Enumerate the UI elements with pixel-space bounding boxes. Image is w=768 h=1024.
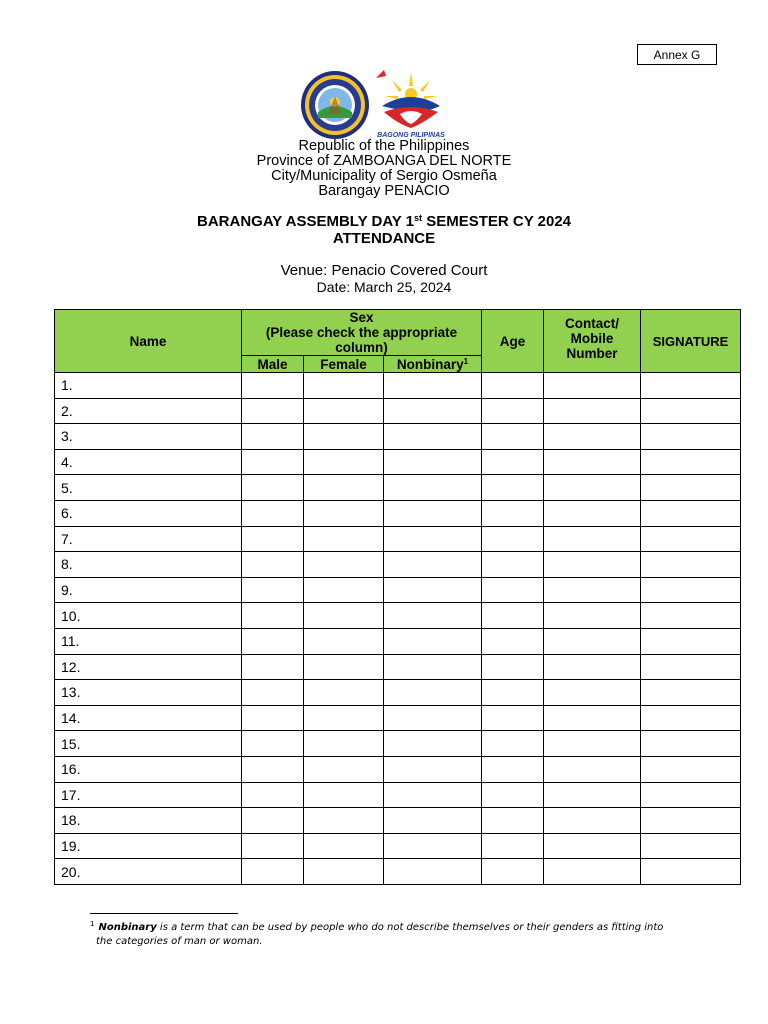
name-cell: 4. bbox=[55, 449, 242, 475]
male-cell[interactable] bbox=[242, 731, 304, 757]
signature-cell[interactable] bbox=[641, 552, 741, 578]
contact-cell[interactable] bbox=[544, 552, 641, 578]
name-cell: 9. bbox=[55, 577, 242, 603]
nonbinary-cell[interactable] bbox=[384, 833, 482, 859]
contact-cell[interactable] bbox=[544, 577, 641, 603]
contact-cell[interactable] bbox=[544, 782, 641, 808]
footnote-text2: the categories of man or woman. bbox=[96, 936, 263, 947]
name-cell: 20. bbox=[55, 859, 242, 885]
footnote-term: Nonbinary bbox=[98, 922, 157, 933]
male-cell[interactable] bbox=[242, 373, 304, 399]
signature-cell[interactable] bbox=[641, 833, 741, 859]
title-sup: st bbox=[414, 213, 423, 223]
nonbinary-cell[interactable] bbox=[384, 628, 482, 654]
name-cell: 16. bbox=[55, 756, 242, 782]
age-cell[interactable] bbox=[482, 705, 544, 731]
header-signature: SIGNATURE bbox=[641, 310, 741, 373]
name-cell: 2. bbox=[55, 398, 242, 424]
female-cell[interactable] bbox=[304, 654, 384, 680]
nonbinary-cell[interactable] bbox=[384, 756, 482, 782]
age-cell[interactable] bbox=[482, 680, 544, 706]
table-row bbox=[55, 398, 741, 424]
contact-cell[interactable] bbox=[544, 449, 641, 475]
signature-cell[interactable] bbox=[641, 373, 741, 399]
signature-cell[interactable] bbox=[641, 603, 741, 629]
signature-cell[interactable] bbox=[641, 859, 741, 885]
nonbinary-cell[interactable] bbox=[384, 782, 482, 808]
contact-cell[interactable] bbox=[544, 398, 641, 424]
header-municipality: City/Municipality of Sergio Osmeña bbox=[271, 168, 497, 184]
age-cell[interactable] bbox=[482, 552, 544, 578]
nonbinary-cell[interactable] bbox=[384, 500, 482, 526]
signature-cell[interactable] bbox=[641, 705, 741, 731]
signature-cell[interactable] bbox=[641, 500, 741, 526]
venue-text: Venue: Penacio Covered Court bbox=[280, 262, 488, 279]
barangay-seal-logo bbox=[300, 70, 370, 140]
signature-cell[interactable] bbox=[641, 680, 741, 706]
contact-cell[interactable] bbox=[544, 705, 641, 731]
nonbinary-cell[interactable] bbox=[384, 373, 482, 399]
nonbinary-cell[interactable] bbox=[384, 603, 482, 629]
signature-cell[interactable] bbox=[641, 449, 741, 475]
nonbinary-cell[interactable] bbox=[384, 449, 482, 475]
signature-cell[interactable] bbox=[641, 475, 741, 501]
age-cell[interactable] bbox=[482, 731, 544, 757]
contact-cell[interactable] bbox=[544, 731, 641, 757]
nonbinary-cell[interactable] bbox=[384, 577, 482, 603]
name-cell: 6. bbox=[55, 500, 242, 526]
female-cell[interactable] bbox=[304, 756, 384, 782]
male-cell[interactable] bbox=[242, 500, 304, 526]
female-cell[interactable] bbox=[304, 705, 384, 731]
nonbinary-cell[interactable] bbox=[384, 859, 482, 885]
female-cell[interactable] bbox=[304, 500, 384, 526]
header-age: Age bbox=[482, 310, 544, 373]
male-cell[interactable] bbox=[242, 782, 304, 808]
female-cell[interactable] bbox=[304, 628, 384, 654]
male-cell[interactable] bbox=[242, 680, 304, 706]
name-cell: 10. bbox=[55, 603, 242, 629]
contact-cell[interactable] bbox=[544, 603, 641, 629]
contact-cell[interactable] bbox=[544, 628, 641, 654]
age-cell[interactable] bbox=[482, 628, 544, 654]
header-sex-instruction: (Please check the appropriate column) bbox=[265, 325, 458, 355]
male-cell[interactable] bbox=[242, 577, 304, 603]
table-row bbox=[55, 475, 741, 501]
signature-cell[interactable] bbox=[641, 526, 741, 552]
female-cell[interactable] bbox=[304, 424, 384, 450]
table-row bbox=[55, 603, 741, 629]
contact-cell[interactable] bbox=[544, 526, 641, 552]
annex-label: Annex G bbox=[637, 44, 717, 65]
name-cell: 1. bbox=[55, 373, 242, 399]
table-row bbox=[55, 680, 741, 706]
male-cell[interactable] bbox=[242, 475, 304, 501]
table-row bbox=[55, 526, 741, 552]
name-cell: 3. bbox=[55, 424, 242, 450]
name-cell: 12. bbox=[55, 654, 242, 680]
footnote bbox=[90, 917, 690, 949]
age-cell[interactable] bbox=[482, 500, 544, 526]
title-part1: BARANGAY ASSEMBLY DAY 1 bbox=[197, 213, 415, 230]
contact-cell[interactable] bbox=[544, 808, 641, 834]
signature-cell[interactable] bbox=[641, 731, 741, 757]
nonbinary-cell[interactable] bbox=[384, 680, 482, 706]
contact-cell[interactable] bbox=[544, 475, 641, 501]
signature-cell[interactable] bbox=[641, 782, 741, 808]
female-cell[interactable] bbox=[304, 782, 384, 808]
female-cell[interactable] bbox=[304, 526, 384, 552]
attendance-table bbox=[54, 309, 741, 885]
header-sex-title: Sex bbox=[349, 310, 374, 325]
male-cell[interactable] bbox=[242, 526, 304, 552]
age-cell[interactable] bbox=[482, 577, 544, 603]
letterhead bbox=[0, 139, 768, 199]
nonbinary-cell[interactable] bbox=[384, 475, 482, 501]
female-cell[interactable] bbox=[304, 577, 384, 603]
contact-cell[interactable] bbox=[544, 373, 641, 399]
signature-cell[interactable] bbox=[641, 808, 741, 834]
name-cell: 5. bbox=[55, 475, 242, 501]
age-cell[interactable] bbox=[482, 808, 544, 834]
bagong-pilipinas-logo bbox=[372, 68, 450, 140]
contact-cell[interactable] bbox=[544, 680, 641, 706]
header-nonbinary bbox=[384, 356, 482, 373]
table-row bbox=[55, 577, 741, 603]
title-line2: ATTENDANCE bbox=[332, 230, 436, 247]
name-cell: 8. bbox=[55, 552, 242, 578]
title-part2: SEMESTER CY 2024 bbox=[422, 213, 571, 230]
header-barangay: Barangay PENACIO bbox=[318, 183, 450, 199]
name-cell: 18. bbox=[55, 808, 242, 834]
contact-cell[interactable] bbox=[544, 833, 641, 859]
name-cell: 7. bbox=[55, 526, 242, 552]
male-cell[interactable] bbox=[242, 398, 304, 424]
nonbinary-cell[interactable] bbox=[384, 654, 482, 680]
age-cell[interactable] bbox=[482, 373, 544, 399]
name-cell: 17. bbox=[55, 782, 242, 808]
header-female: Female bbox=[304, 356, 384, 373]
contact-cell[interactable] bbox=[544, 859, 641, 885]
footnote-ref: 1 bbox=[463, 356, 469, 366]
name-cell: 13. bbox=[55, 680, 242, 706]
female-cell[interactable] bbox=[304, 373, 384, 399]
header-male: Male bbox=[242, 356, 304, 373]
signature-cell[interactable] bbox=[641, 628, 741, 654]
header-sex bbox=[242, 310, 482, 356]
table-row bbox=[55, 424, 741, 450]
bagong-pilipinas-text: BAGONG PILIPINAS bbox=[377, 132, 445, 139]
table-row bbox=[55, 859, 741, 885]
document-title bbox=[0, 213, 768, 247]
name-cell: 19. bbox=[55, 833, 242, 859]
male-cell[interactable] bbox=[242, 808, 304, 834]
table-row bbox=[55, 373, 741, 399]
table-row bbox=[55, 552, 741, 578]
contact-cell[interactable] bbox=[544, 654, 641, 680]
male-cell[interactable] bbox=[242, 424, 304, 450]
female-cell[interactable] bbox=[304, 833, 384, 859]
female-cell[interactable] bbox=[304, 552, 384, 578]
female-cell[interactable] bbox=[304, 859, 384, 885]
name-cell: 14. bbox=[55, 705, 242, 731]
female-cell[interactable] bbox=[304, 680, 384, 706]
male-cell[interactable] bbox=[242, 705, 304, 731]
header-contact: Contact/ Mobile Number bbox=[544, 310, 641, 373]
age-cell[interactable] bbox=[482, 654, 544, 680]
footnote-separator bbox=[90, 913, 238, 914]
signature-cell[interactable] bbox=[641, 654, 741, 680]
age-cell[interactable] bbox=[482, 833, 544, 859]
male-cell[interactable] bbox=[242, 833, 304, 859]
table-row bbox=[55, 705, 741, 731]
male-cell[interactable] bbox=[242, 603, 304, 629]
nonbinary-cell[interactable] bbox=[384, 705, 482, 731]
nonbinary-cell[interactable] bbox=[384, 398, 482, 424]
name-cell: 15. bbox=[55, 731, 242, 757]
table-row bbox=[55, 782, 741, 808]
age-cell[interactable] bbox=[482, 424, 544, 450]
female-cell[interactable] bbox=[304, 398, 384, 424]
table-row bbox=[55, 808, 741, 834]
table-row bbox=[55, 628, 741, 654]
table-row bbox=[55, 500, 741, 526]
footnote-text1: is a term that can be used by people who do not describe themselves or their genders as fitting into bbox=[156, 922, 664, 933]
contact-cell[interactable] bbox=[544, 500, 641, 526]
female-cell[interactable] bbox=[304, 603, 384, 629]
female-cell[interactable] bbox=[304, 475, 384, 501]
male-cell[interactable] bbox=[242, 859, 304, 885]
signature-cell[interactable] bbox=[641, 424, 741, 450]
age-cell[interactable] bbox=[482, 756, 544, 782]
male-cell[interactable] bbox=[242, 552, 304, 578]
contact-cell[interactable] bbox=[544, 756, 641, 782]
female-cell[interactable] bbox=[304, 449, 384, 475]
header-country: Republic of the Philippines bbox=[298, 138, 470, 154]
female-cell[interactable] bbox=[304, 808, 384, 834]
age-cell[interactable] bbox=[482, 859, 544, 885]
age-cell[interactable] bbox=[482, 603, 544, 629]
table-row bbox=[55, 833, 741, 859]
nonbinary-cell[interactable] bbox=[384, 552, 482, 578]
signature-cell[interactable] bbox=[641, 398, 741, 424]
male-cell[interactable] bbox=[242, 756, 304, 782]
table-row bbox=[55, 756, 741, 782]
table-row bbox=[55, 731, 741, 757]
age-cell[interactable] bbox=[482, 449, 544, 475]
table-row bbox=[55, 449, 741, 475]
header-nonbinary-label: Nonbinary bbox=[396, 356, 464, 372]
age-cell[interactable] bbox=[482, 475, 544, 501]
male-cell[interactable] bbox=[242, 654, 304, 680]
nonbinary-cell[interactable] bbox=[384, 424, 482, 450]
signature-cell[interactable] bbox=[641, 756, 741, 782]
nonbinary-cell[interactable] bbox=[384, 808, 482, 834]
contact-cell[interactable] bbox=[544, 424, 641, 450]
name-cell: 11. bbox=[55, 628, 242, 654]
female-cell[interactable] bbox=[304, 731, 384, 757]
nonbinary-cell[interactable] bbox=[384, 731, 482, 757]
table-row bbox=[55, 654, 741, 680]
age-cell[interactable] bbox=[482, 526, 544, 552]
age-cell[interactable] bbox=[482, 398, 544, 424]
male-cell[interactable] bbox=[242, 449, 304, 475]
header-province: Province of ZAMBOANGA DEL NORTE bbox=[256, 153, 512, 169]
date-text: Date: March 25, 2024 bbox=[316, 279, 452, 295]
age-cell[interactable] bbox=[482, 782, 544, 808]
nonbinary-cell[interactable] bbox=[384, 526, 482, 552]
signature-cell[interactable] bbox=[641, 577, 741, 603]
male-cell[interactable] bbox=[242, 628, 304, 654]
footnote-mark: 1 bbox=[90, 920, 95, 928]
header-name: Name bbox=[55, 310, 242, 373]
